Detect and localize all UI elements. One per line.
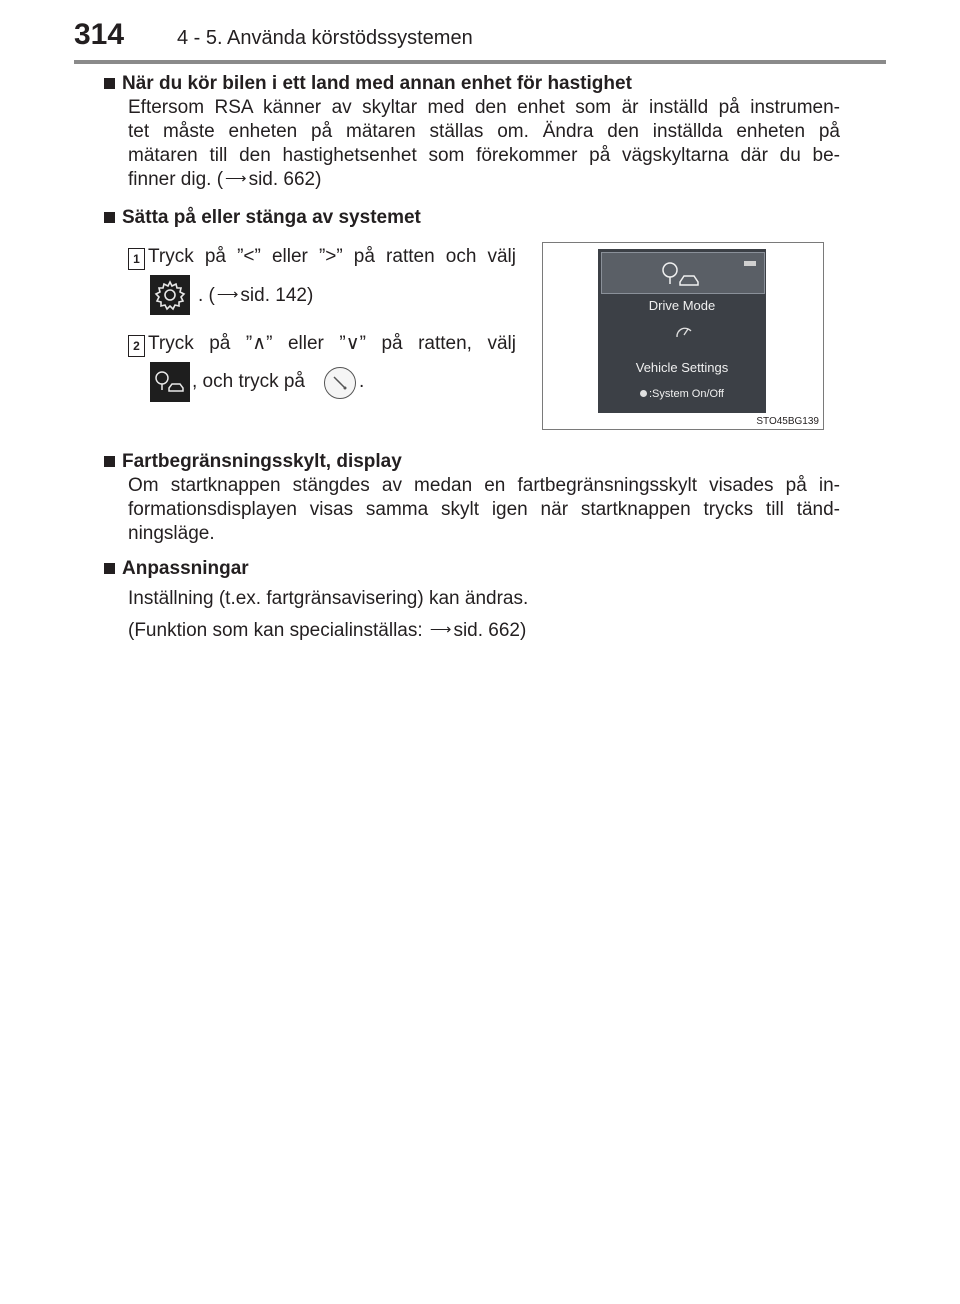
body-line: mätaren till den hastighetsenhet som förekommer på vägskyltarna där du be- — [128, 145, 840, 166]
display-illustration — [542, 242, 824, 430]
step-2-instruction: , och tryck på — [192, 371, 305, 392]
rsa-sign-car-icon — [150, 362, 190, 402]
gauge-icon — [674, 322, 694, 342]
body-line: tet måste enheten på mätaren ställas om. Ändra den inställda enheten på — [128, 121, 840, 142]
rsa-sign-car-icon — [654, 258, 714, 288]
enter-button-icon — [324, 367, 356, 399]
step-number: 1 — [128, 248, 145, 270]
settings-gear-icon — [150, 275, 190, 315]
header-rule — [74, 60, 886, 64]
body-line: Inställning (t.ex. fartgränsavisering) kan ändras. — [128, 588, 529, 609]
arrow-right-icon: ⟶ — [225, 170, 247, 187]
menu-item-vehicle-settings: Vehicle Settings — [635, 360, 729, 375]
section-heading: När du kör bilen i ett land med annan enhet för hastighet — [104, 72, 840, 96]
step-text: Tryck på ”<” eller ”>” på ratten och välj — [148, 246, 516, 267]
page-reference: sid. 662) — [248, 169, 322, 190]
body-line: Eftersom RSA känner av skyltar med den enhet som är inställd på instrumen- — [128, 97, 840, 118]
page-number: 314 — [74, 18, 125, 51]
bullet-square-icon — [104, 456, 115, 467]
chapter-title: 4 - 5. Använda körstödssystemen — [177, 27, 473, 49]
battery-indicator — [744, 261, 756, 266]
page-reference: sid. 142) — [240, 285, 314, 306]
body-line: (Funktion som kan specialinställas: ⟶ sid. 662) — [128, 620, 527, 641]
bullet-square-icon — [104, 212, 115, 223]
enter-dot-icon — [640, 390, 647, 397]
system-on-off-hint: :System On/Off — [598, 388, 766, 400]
body-line: Om startknappen stängdes av medan en fartbegränsningsskylt visades på in- — [128, 475, 840, 496]
page-reference: sid. 662) — [453, 620, 527, 641]
menu-item-drive-mode: Drive Mode — [648, 298, 716, 313]
selected-tile — [601, 252, 765, 294]
bullet-square-icon — [104, 563, 115, 574]
section-heading: Anpassningar — [104, 557, 840, 581]
display-screen — [598, 249, 766, 413]
section-heading: Fartbegränsningsskylt, display — [104, 450, 840, 474]
section-heading: Sätta på eller stänga av systemet — [104, 206, 840, 230]
bullet-square-icon — [104, 78, 115, 89]
section-toggle-system — [110, 206, 840, 230]
step-text: Tryck på ”∧” eller ”∨” på ratten, välj — [148, 333, 516, 354]
figure-code: STO45BG139 — [756, 416, 819, 427]
section-customizations — [110, 557, 840, 644]
step-number: 2 — [128, 335, 145, 357]
body-line: formationsdisplayen visas samma skylt igen när startknappen trycks till tänd- — [128, 499, 840, 520]
body-line: ningsläge. — [128, 523, 215, 544]
step-1-reference: . ( ⟶ sid. 142) — [198, 285, 314, 306]
body-line: finner dig. ( ⟶ sid. 662) — [128, 169, 322, 190]
section-body — [128, 474, 840, 546]
section-body — [128, 96, 840, 193]
arrow-right-icon: ⟶ — [216, 286, 239, 303]
section-unit-abroad — [110, 72, 840, 193]
section-speed-sign-display — [110, 450, 840, 546]
arrow-right-icon: ⟶ — [429, 621, 452, 638]
section-body — [128, 587, 840, 644]
step-2-end: . — [359, 371, 365, 392]
